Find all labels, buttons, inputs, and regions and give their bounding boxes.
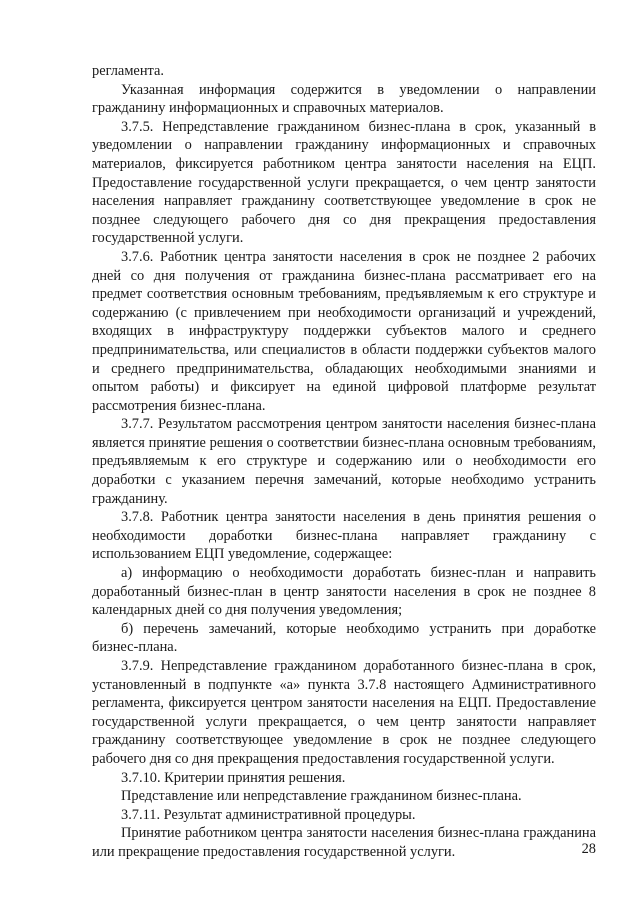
paragraph-3-7-9: 3.7.9. Непредставление гражданином доработанного бизнес-плана в срок, установленный в подпункте «а» пункта 3.7.8 настоящего Административного регламента, фиксируется центром занятости населения на ЕЦП. Предоставление государственной услуги прекращается, о чем центр занятости направляет гражданину соответствующее уведомление в срок не позднее следующего рабочего дня со дня прекращения предоставления государственной услуги. xyxy=(92,658,596,767)
paragraph-reglament-continuation: регламента. xyxy=(92,63,164,79)
page-number: 28 xyxy=(581,841,596,857)
paragraph-3-7-7: 3.7.7. Результатом рассмотрения центром занятости населения бизнес-плана является принятие решения о соответствии бизнес-плана основным требованиям, предъявляемым к его структуре и содержанию или о необходимости его доработки с указанием перечня замечаний, которые необходимо устранить гражданину. xyxy=(92,416,596,507)
paragraph-3-7-8: 3.7.8. Работник центра занятости населения в день принятия решения о необходимости доработки бизнес-плана направляет гражданину с использованием ЕЦП уведомление, содержащее: xyxy=(92,509,596,563)
paragraph-3-7-6: 3.7.6. Работник центра занятости населения в срок не позднее 2 рабочих дней со дня получения от гражданина бизнес-плана рассматривает его на предмет соответствия основным требованиям, предъявляемым к его структуре и содержанию (с привлечением при необходимости организаций и учреждений, входящих в инфраструктуру поддержки субъектов малого и среднего предпринимательства, или специалистов в области поддержки субъектов малого и среднего предпринимательства, обладающих необходимыми знаниями и опытом работы) и фиксирует на единой цифровой платформе результат рассмотрения бизнес-плана. xyxy=(92,248,596,414)
paragraph-3-7-8-a: а) информацию о необходимости доработать бизнес-план и направить доработанный бизнес-план в центр занятости населения в срок не позднее 8 календарных дней со дня получения уведомления; xyxy=(92,565,596,619)
paragraph-3-7-8-b: б) перечень замечаний, которые необходимо устранить при доработке бизнес-плана. xyxy=(92,620,596,656)
paragraph-procedure-result: Принятие работником центра занятости населения бизнес-плана гражданина или прекращение предоставления государственной услуги. xyxy=(92,825,596,860)
paragraph-decision-criteria: Представление или непредставление гражданином бизнес-плана. xyxy=(121,788,522,805)
paragraph-notice-info: Указанная информация содержится в уведомлении о направлении гражданину информационных и справочных материалов. xyxy=(92,81,596,117)
paragraph-3-7-5: 3.7.5. Непредставление гражданином бизнес-плана в срок, указанный в уведомлении о направлении гражданину информационных и справочных материалов, фиксируется работником центра занятости населения на ЕЦП. Предоставление государственной услуги прекращается, о чем центр занятости населения направляет гражданину соответствующее уведомление в срок не позднее следующего рабочего дня со дня прекращения предоставления государственной услуги. xyxy=(92,118,596,247)
paragraph-3-7-11: 3.7.11. Результат административной процедуры. xyxy=(121,806,416,823)
document-body xyxy=(92,62,596,862)
paragraph-3-7-10: 3.7.10. Критерии принятия решения. xyxy=(121,769,346,786)
